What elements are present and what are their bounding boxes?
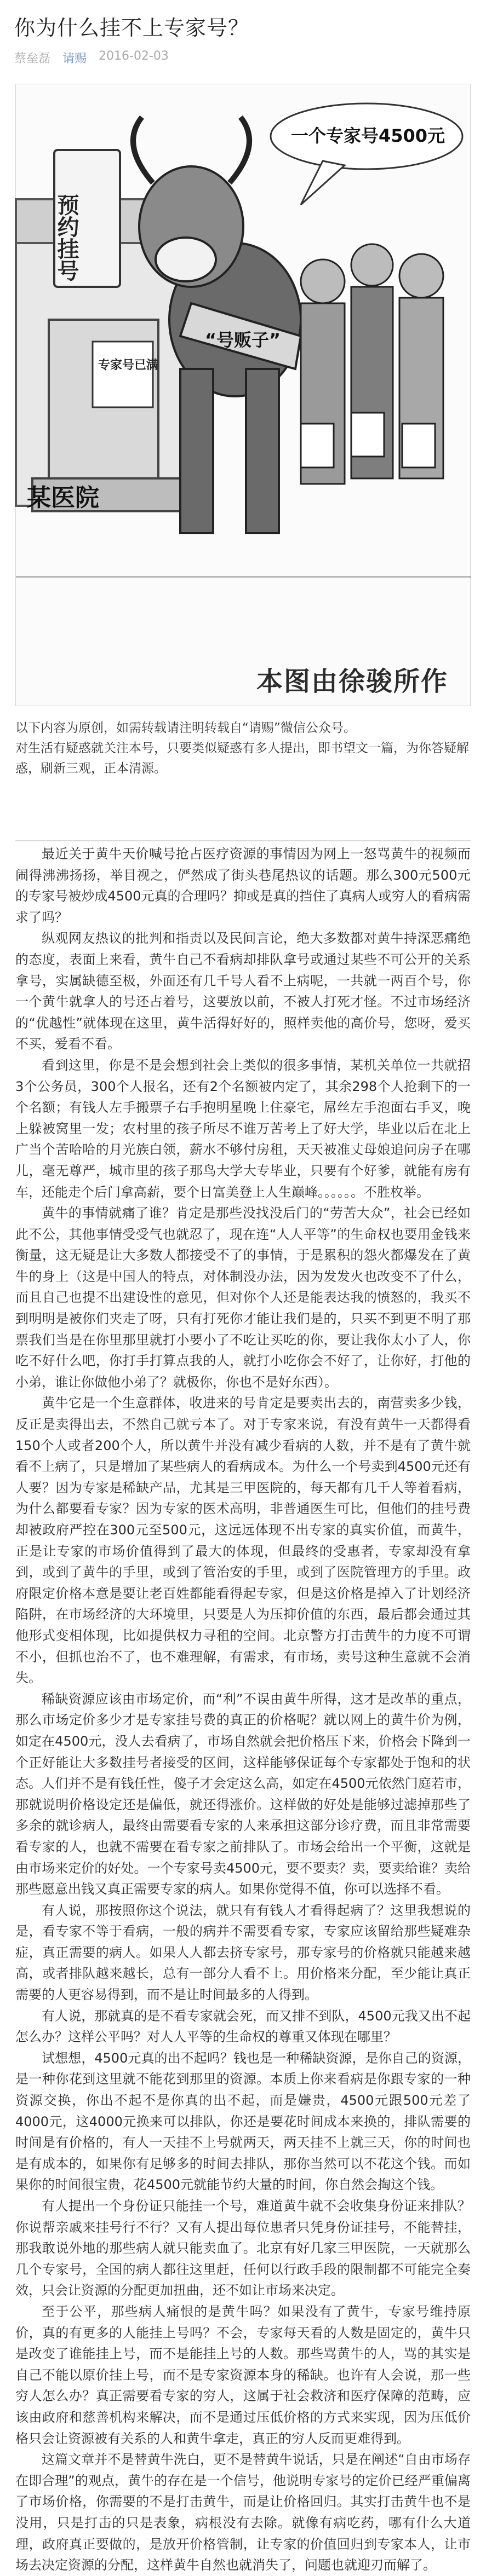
- paragraph: 有人说，那就真的是不看专家就会死，而又排不到队，4500元我又出不起怎么办？这样公平吗？对人人平等的生命权的尊重又体现在哪里？: [15, 2008, 471, 2045]
- publish-date: 2016-02-03: [99, 49, 169, 63]
- paragraph: 稀缺资源应该由市场定价，而“利”不误由黄牛所得，这才是改革的重点，那么市场定价多少才是专家挂号费的真正的价格呢？就以网上的黄牛价为例，如定在4500元，没人去看病了，市场自然就会把价格压下来，价格会下降到一个正好能让大多数挂号者接受的区间，这样能够保证每个专家都处于饱和的状态。人们并不是有钱任性，傻子才会定这么高，如定在4500元依然门庭若市，那就说明价格设定还是偏低，就还得涨价。这样做的好处是能够过滤掉那些了多余的就诊病人，最终由需要看专家的人来承担这部分诊疗费，而且非常需要看专家的人，也就不需要在看专家之前排队了。市场会给出一个平衡，这就是由市场来定价的好处。一个专家号卖4500元，要不要卖？卖，要卖给谁？卖给那些愿意出钱又真正需要专家的病人。如果你觉得不值，你可以选择不看。: [15, 1691, 471, 1897]
- author-name[interactable]: 蔡垒磊: [14, 52, 51, 66]
- paragraph: 试想想，4500元真的出不起吗？钱也是一种稀缺资源，是你自己的资源，是一种你花到这里就不能花到那里的资源。本质上你来看病是你跟专家的一种资源交换，你出不起不是你真的出不起，而是嫌贵，4500元跟500元差了4000元，这4000元换来可以排队，你还是要花时间成本来换的，排队需要的时间是有价格的，有人一天挂不上号就两天，两天挂不上就三天，你的时间也是有成本的，如果你有足够多的时间去排队，那你当然可以不花这个钱。而如果你的时间很宝贵，花4500元就能节约大量的时间，你自然会掏这个钱。: [15, 2050, 471, 2193]
- article-meta: [14, 49, 169, 66]
- reservation-scroll: [54, 150, 120, 287]
- counter-sign: [93, 342, 158, 407]
- cartoon-illustration: [15, 84, 471, 706]
- illustration-caption: 本图由徐骏所作: [256, 666, 448, 697]
- article-title: 你为什么挂不上专家号？: [14, 16, 250, 40]
- paragraph: 至于公平，那些病人痛恨的是黄牛吗？如果没有了黄牛，专家号维持原价，真的有更多的人能挂上号吗？不会，专家每天看的人数是固定的，黄牛只是改变了谁能挂上号，而不是能挂上号的人数。那些骂黄牛的人，骂的其实是自己不能以原价挂上号，而不是专家资源本身的稀缺。也许有人会说，那一些穷人怎么办？真正需要看专家的穷人，这属于社会救济和医疗保障的范畴，应该由政府和慈善机构来解决，而不是通过压低价格的方式来实现，因为压低价格只会让资源被有关系的人和黄牛拿走，真正的穷人反而更难得到。: [15, 2303, 471, 2446]
- intro-notice: [15, 718, 471, 779]
- paragraph: 纵观网友热议的批判和指责以及民间言论，绝大多数都对黄牛持深恶痛绝的态度，表面上来看，黄牛自己不看病却排队拿号或通过某些不可公开的关系拿号，实属缺德至极，外面还有几千号人看不上病呢，一共就一两百个号，你一个黄牛就拿人的号还占着号，这要放以前，不被人打死才怪。不过市场经济的“优越性”就体现在这里，黄牛活得好好的，照样卖他的高价号，您呀，爱买不买，爱看不看。: [15, 931, 471, 1052]
- paragraph: 看到这里，你是不是会想到社会上类似的很多事情，某机关单位一共就招3个公务员，300个人报名，还有2个名额被内定了，其余298个人抢剩下的一个名额；有钱人左手搬票子右手抱明星晚上住豪宅，屌丝左手泡面右手叉，晚上躲被窝里一发；农村里的孩子所尽不谁万苦考上了好大学，毕业以后在北上广当个苦哈哈的月光族白领，薪水不够付房租，天天被准丈母娘追问房子在哪儿，毫无尊严，城市里的孩子那鸟大学大专毕业，只要有个好爹，就能有房有车，还能走个后门拿高薪，要个日富美登上人生巅峰。。。。。。不胜枚举。: [15, 1057, 471, 1200]
- paragraph: 黄牛的事情就痛了谁？肯定是那些没找没后门的“劳苦大众”，社会已经如此不公，其他事情受受气也就忍了，现在连“人人平等”的生命权也要用金钱来衡量，这无疑是让大多数人都接受不了的事情，于是累积的怨火都爆发在了黄牛的身上（这是中国人的特点，对体制没办法，因为发发火也改变不了什么，而且自己也提不出建设性的意见，但对你个人还是能表达我的愤怒的，我买不到明明是被你们夹走了呀，只有打死你才能让我们是的，只买不到更不明了那票我们当是在你里那里就打小要小了不吃让买吃的你，要让我你太小了人，你吃不好什么吧，你打手打算点我的人，就打小吃你会不好了，让你好，打他的小弟，谁让你做他小弟了？就极你，你也不是好东西）。: [15, 1205, 471, 1390]
- account-link[interactable]: 请赐: [62, 52, 87, 66]
- bubble-text: 一个专家号4500元: [291, 125, 445, 146]
- article-header: [0, 0, 486, 82]
- scalper-sash-text: “号贩子”: [205, 330, 281, 350]
- paragraph: 有人说，那按照你这个说法，就只有有钱人才看得起病了？这里我想说的是，看专家不等于看病，一般的病并不需要看专家，专家应该留给那些疑难杂症，真正需要的病人。如果人人都去挤专家号，那专家号的价格就只能越来越高，或者排队越来越长，总有一部分人看不上。用价格来分配，至少能让真正需要的人更容易得到，而不是让时间最多的人得到。: [15, 1902, 471, 2003]
- paragraph: 黄牛它是一个生意群体，收进来的号肯定是要卖出去的，南营卖多少钱，反正是卖得出去，不然自己就亏本了。对于专家来说，有没有黄牛一天都得看150个人或者200个人，所以黄牛并没有减少看病的人数，并不是有了黄牛就看不上病了，只是增加了某些病人的看病成本。为什么一个号卖到4500元还有人要？因为专家是稀缺产品，尤其是三甲医院的，每天都有几千人等着看病，为什么都要看专家？因为专家的医术高明，非普通医生可比，但他们的挂号费却被政府严控在300元至500元，这远远体现不出专家的真实价值，而黄牛，正是让专家的市场价值得到了最大的体现，但最终的受惠者，专家却没有拿到，或到了黄牛的手里，或到了管治安的手里，或到了医院管理方的手里。政府限定价格本意是要让老百姓都能看得起专家，但是这价格是掉入了计划经济陷阱，在市场经济的大环境里，只要是人为压抑价值的东西，最后都会通过其他形式变相体现，比如提供权力寻租的空间。北京警方打击黄牛的力度不可谓不小，但抓也治不了，也不难理解，有需求，有市场，卖号这种生意就不会消失。: [15, 1395, 471, 1686]
- intro-line-1: 以下内容为原创，如需转载请注明转载自“请赐”微信公众号。: [15, 721, 356, 735]
- paragraph: 最近关于黄牛天价喊号抢占医疗资源的事情因为网上一怒骂黄牛的视频而闹得沸沸扬扬，举目视之，俨然成了街头巷尾热议的话题。那么300元500元的专家号被炒成4500元真的合理吗？抑或是真的挡住了真病人或穷人的看病需求了吗？: [15, 846, 471, 925]
- speech-bubble: [271, 103, 462, 205]
- paragraph: 这篇文章并不是替黄牛洗白，更不是替黄牛说话，只是在阐述“自由市场存在即合理”的观点，黄牛的存在是一个信号，他说明专家号的定价已经严重偏离了市场价格，你需要的不是打击黄牛，而是让价格回归。其实打击黄牛也不是没用，只是打击的只是表象，病根没有去除。就像有病吃药，哪有什么大道理，政府真正要做的，是放开价格管制，让专家的价值回归到专家本人，让市场去决定资源的分配，这样黄牛自然也就消失了，问题也就迎刃而解了。: [15, 2452, 471, 2573]
- paragraph: 有人提出一个身份证只能挂一个号，难道黄牛就不会收集身份证来排队？你说帮亲戚来挂号行不行？又有人提出每位患者只凭身份证挂号，不能替挂，那我敢说外地的那些病人就只能卖血了。北京有好几家三甲医院，一天就那么几个专家号，全国的病人都往这里赶，任何以行政手段的限制都不可能完全奏效，只会让资源的分配更加扭曲，还不如让市场来决定。: [15, 2198, 471, 2298]
- intro-line-2: 对生活有疑惑就关注本号，只要类似疑惑有多人提出，即书望文一篇，为你答疑解惑，刷新三观，正本清源。: [15, 741, 469, 776]
- cartoon-drawing: [16, 84, 471, 707]
- waiting-people: [301, 244, 443, 484]
- sign-left-text: 预约挂号: [54, 194, 79, 281]
- article-body: [15, 840, 471, 2576]
- counter-sign-text: 专家号已满: [98, 359, 159, 372]
- hospital-label: 某医院: [27, 484, 99, 512]
